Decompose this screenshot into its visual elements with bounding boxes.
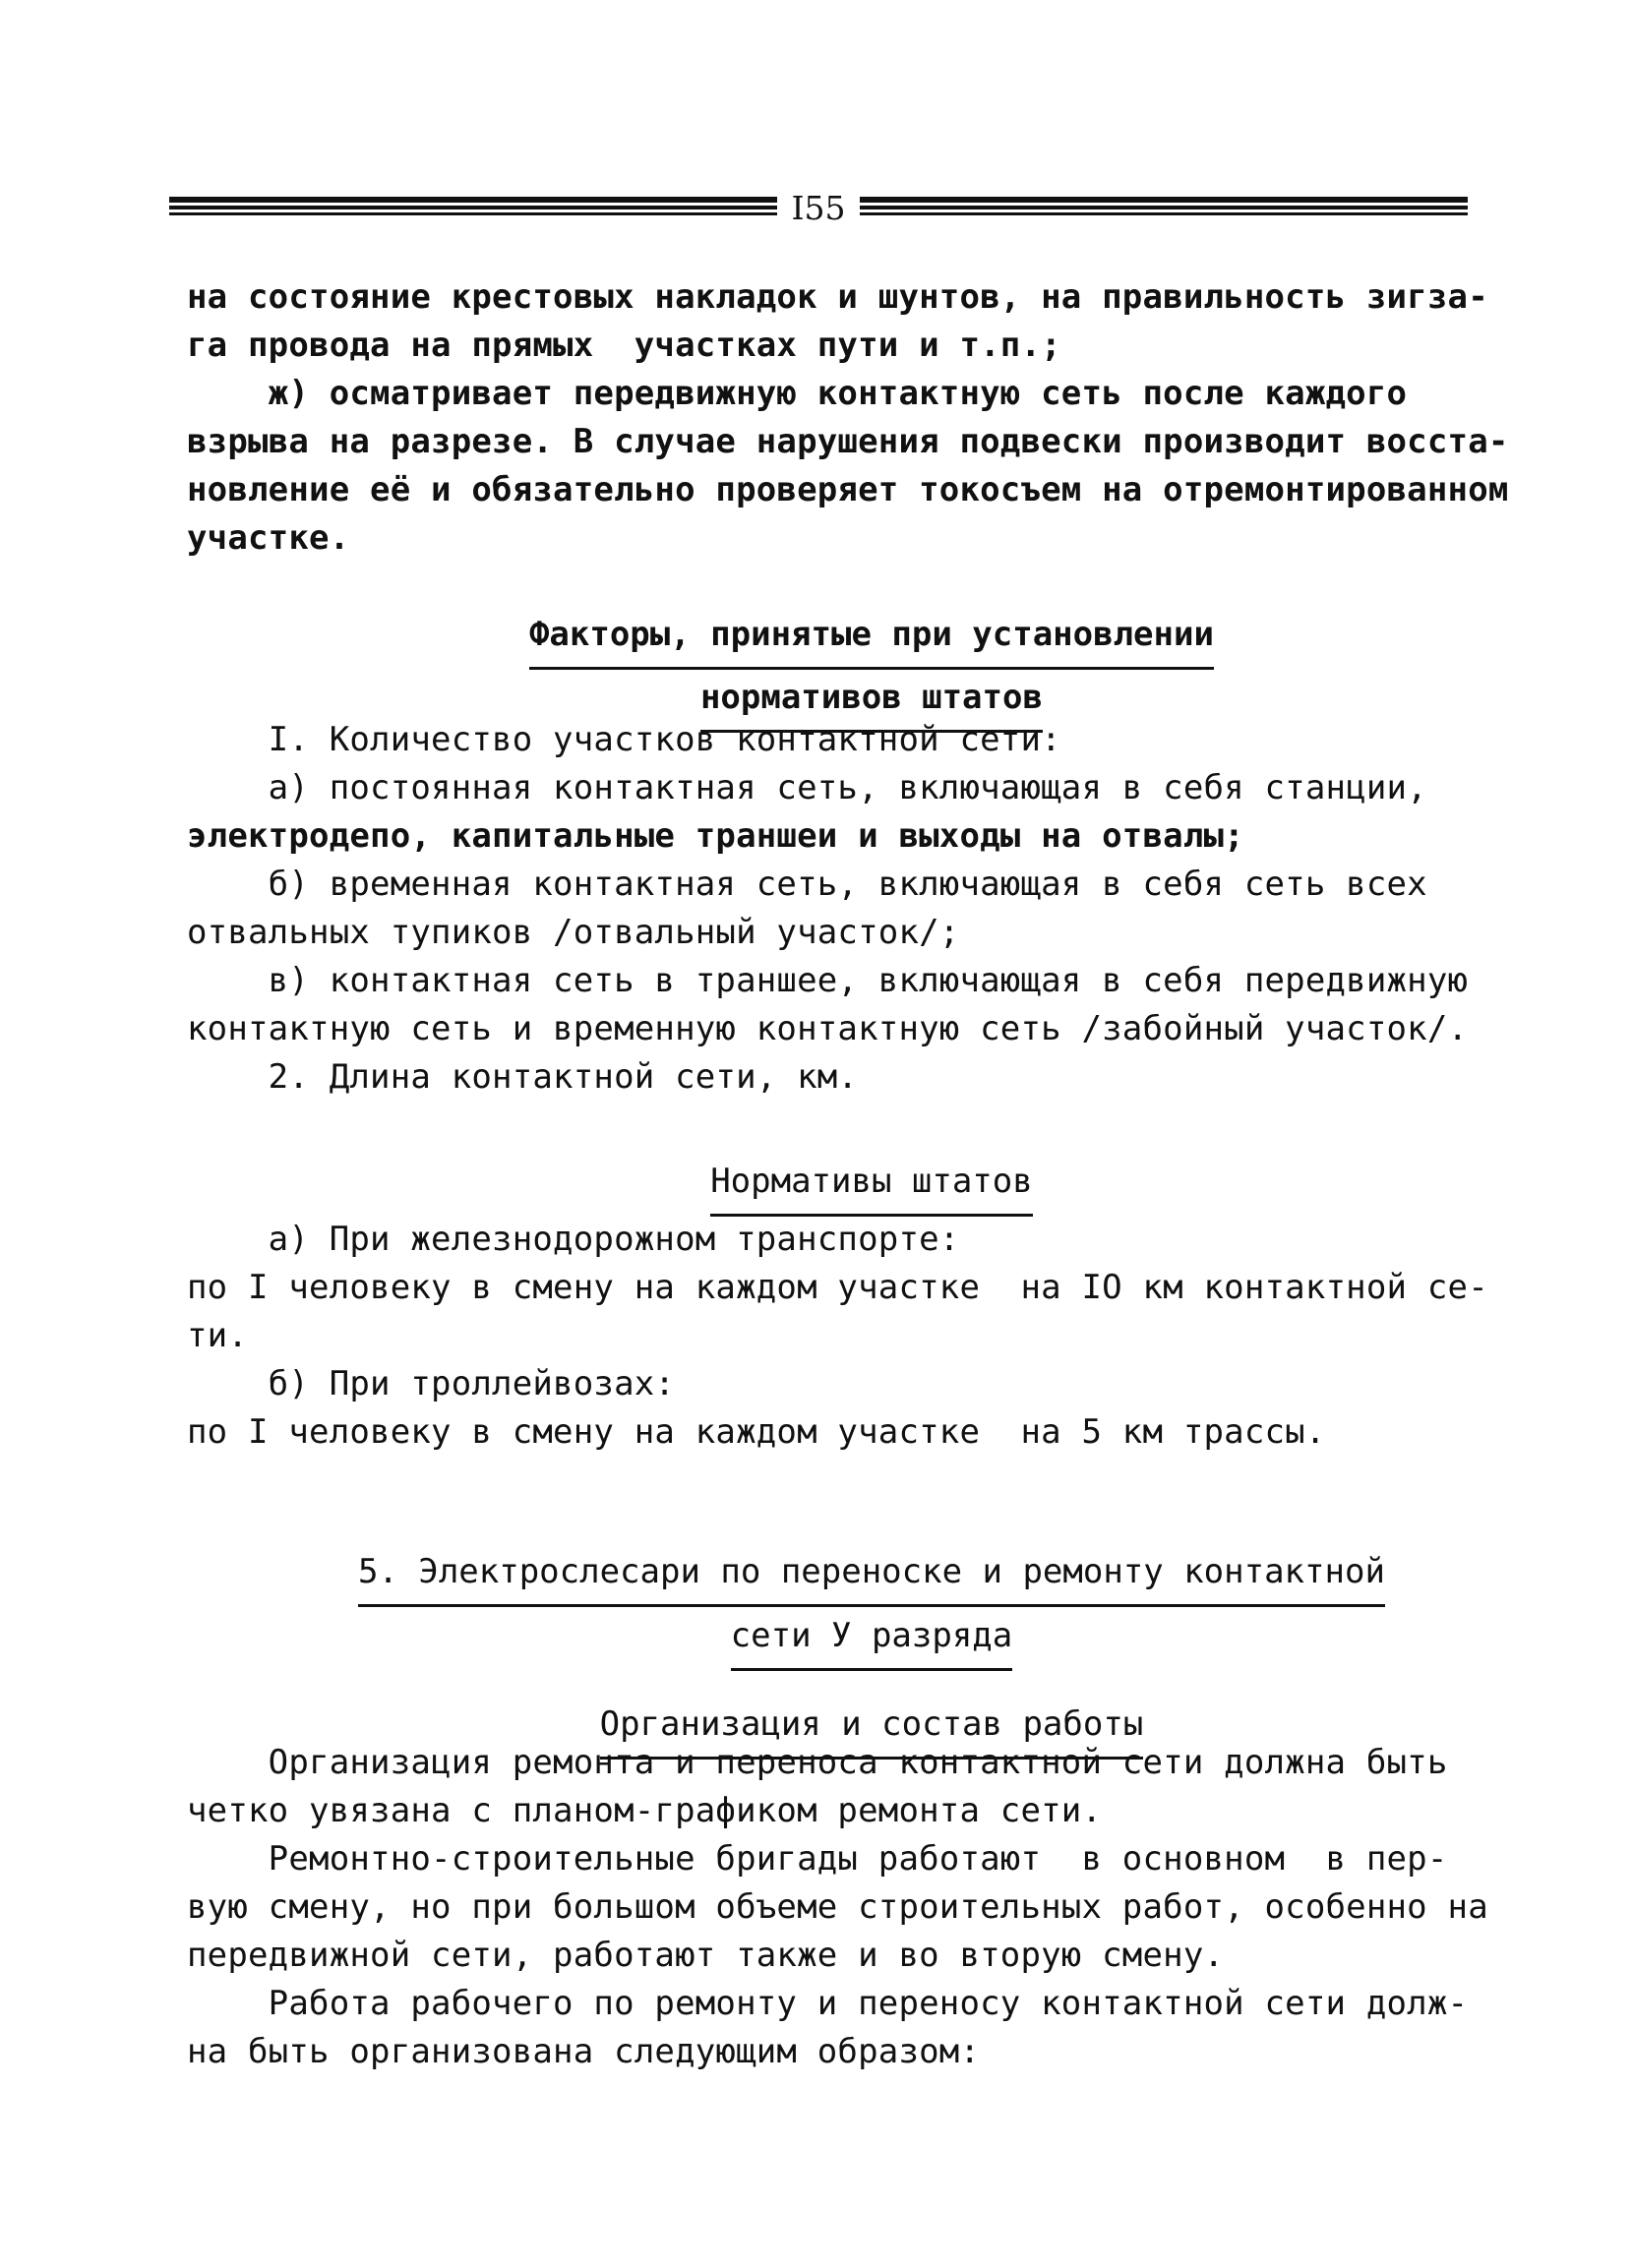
text-line: новление её и обязательно проверяет токосъем на отремонтированном xyxy=(187,470,1509,509)
text-line: а) постоянная контактная сеть, включающая в себя станции, xyxy=(187,768,1427,807)
text-line: контактную сеть и временную контактную сеть /забойный участок/. xyxy=(187,1009,1469,1048)
heading-line: Нормативы штатов xyxy=(710,1158,1033,1217)
text-line: на быть организована следующим образом: xyxy=(187,2032,981,2071)
header-rule-right xyxy=(860,197,1468,216)
heading-line: Факторы, принятые при установлении xyxy=(529,611,1214,670)
text-line: Работа рабочего по ремонту и переносу контактной сети долж- xyxy=(187,1984,1469,2023)
text-line: взрыва на разрезе. В случае нарушения подвески производит восста- xyxy=(187,422,1509,461)
text-line: га провода на прямых участках пути и т.п.; xyxy=(187,326,1061,365)
heading-line: нормативов штатов xyxy=(700,674,1043,733)
text-line: ж) осматривает передвижную контактную сеть после каждого xyxy=(187,374,1408,413)
text-line: Ремонтно-строительные бригады работают в основном в пер- xyxy=(187,1839,1448,1879)
text-line: отвальных тупиков /отвальный участок/; xyxy=(187,913,960,952)
text-line: Организация ремонта и переноса контактной сети должна быть xyxy=(187,1743,1448,1782)
page-number: I55 xyxy=(791,189,846,227)
heading-line: 5. Электрослесари по переноске и ремонту контактной xyxy=(358,1548,1385,1607)
header-rule-left xyxy=(169,197,777,216)
text-line: 2. Длина контактной сети, км. xyxy=(187,1057,859,1097)
text-line: по I человеку в смену на каждом участке на 5 км трассы. xyxy=(187,1412,1326,1452)
heading-line: сети У разряда xyxy=(731,1612,1013,1671)
text-line: четко увязана с планом-графиком ремонта сети. xyxy=(187,1791,1103,1830)
text-line: электродепо, капитальные траншеи и выходы на отвалы; xyxy=(187,816,1244,856)
text-line: по I человеку в смену на каждом участке на IO км контактной се- xyxy=(187,1268,1488,1307)
text-line: вую смену, но при большом объеме строительных работ, особенно на xyxy=(187,1887,1488,1927)
text-line: в) контактная сеть в траншее, включающая в себя передвижную xyxy=(187,961,1469,1000)
text-line: б) временная контактная сеть, включающая в себя сеть всех xyxy=(187,865,1427,904)
text-line: б) При троллейвозах: xyxy=(187,1364,676,1403)
text-line: ти. xyxy=(187,1316,249,1355)
text-line: I. Количество участков контактной сети: xyxy=(187,720,1061,759)
text-line: участке. xyxy=(187,518,350,558)
heading-line: Организация и состав работы xyxy=(600,1701,1144,1760)
text-line: а) При железнодорожном транспорте: xyxy=(187,1220,960,1259)
page-header xyxy=(169,189,1468,228)
text-line: передвижной сети, работают также и во вторую смену. xyxy=(187,1936,1225,1975)
text-line: на состояние крестовых накладок и шунтов, на правильность зигза- xyxy=(187,277,1488,317)
